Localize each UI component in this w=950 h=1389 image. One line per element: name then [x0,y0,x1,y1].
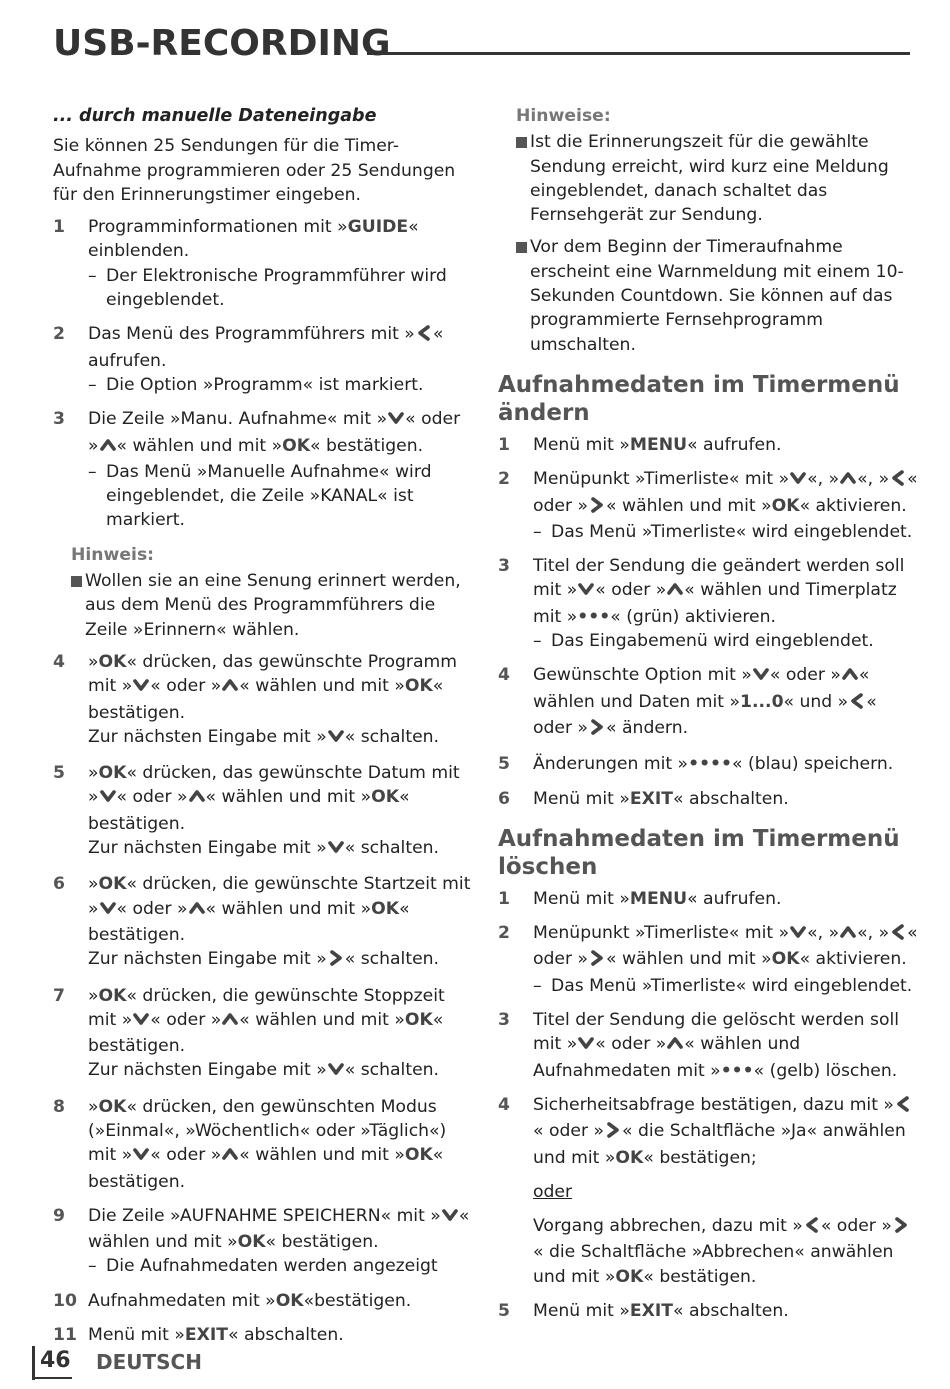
step-number: 1 [498,434,510,455]
note-text: Ist die Erinnerungszeit für die gewählte Sendung erreicht, wird kurz eine Meldung eingeblendet, danach schaltet das Fernsehgerät zur Sendung. [530,132,889,226]
delete-step-4 [498,1093,918,1289]
delete-step-1 [498,887,918,911]
step-number: 4 [498,1094,510,1115]
step-text: «, » [807,469,840,490]
ok-key: OK [98,874,127,895]
step-number: 3 [498,1010,510,1031]
note-item [53,569,473,642]
ok-key: OK [237,1232,266,1253]
step-text: Titel der Sendung die gelöscht werden soll mit » [533,1010,900,1055]
change-step-5 [498,752,918,776]
guide-key: GUIDE [347,217,409,238]
arrow-up-icon [189,899,205,923]
step-text: « drücken, die gewünschte Startzeit mit » [88,874,471,919]
step-text: « einblenden. [88,217,419,262]
bullet-square-icon [71,576,82,587]
yellow-dots-key: ••• [720,1060,754,1081]
arrow-left-icon [890,469,906,493]
step-text: « wählen und mit » [205,898,372,919]
arrow-down-icon [790,469,806,493]
step-text: « (grün) aktivieren. [610,606,776,627]
arrow-down-icon [578,580,594,604]
ok-key: OK [771,949,800,970]
step-5 [53,761,473,862]
step-text: «, » [807,923,840,944]
step-text: Menü mit » [533,788,630,809]
step-text: « drücken, das gewünschte Datum mit » [88,763,460,808]
step-text: « abschalten. [673,1300,789,1321]
step-text: « wählen und Daten mit » [533,665,870,712]
step-text: « wählen und mit » [239,1145,405,1166]
step-text: » [88,1096,99,1117]
ok-key: OK [371,898,400,919]
ok-key: OK [282,435,311,456]
note-item [498,130,918,227]
menu-key: MENU [629,434,688,455]
step-number: 2 [498,469,510,490]
step-text: Programminformationen mit » [88,217,348,238]
step-1 [53,215,473,312]
ok-key: OK [98,985,127,1006]
step-text: « abschalten. [228,1325,344,1346]
step-number: 4 [53,651,65,672]
step-text: » [88,874,99,895]
arrow-up-icon [100,436,116,460]
step-text: Menü mit » [533,888,630,909]
arrow-down-icon [328,727,344,751]
bullet-square-icon [516,137,527,148]
exit-key: EXIT [629,1300,674,1321]
step-text: «, » [857,923,890,944]
step-text: « aufrufen. [687,888,782,909]
step-10 [53,1289,473,1313]
step-text: « bestätigen. [310,435,424,456]
exit-key: EXIT [629,788,674,809]
step-text: « bestätigen. [265,1232,379,1253]
arrow-down-icon [328,838,344,862]
ok-key: OK [615,1266,644,1287]
step-4 [53,650,473,751]
menu-key: MENU [629,888,688,909]
step-text: Das Menü des Programmführers mit » [88,324,415,345]
step-11 [53,1323,473,1347]
footer-rule [32,1377,72,1379]
step-text: «, » [857,469,890,490]
step-text: « schalten. [344,949,440,970]
arrow-up-icon [222,1145,238,1169]
step-text: « drücken, den gewünschten Modus (»Einmal«, »Wöchentlich« oder »Täglich«) mit » [88,1096,447,1166]
step-text: « wählen und Timerplatz mit » [533,580,897,627]
or-label: oder [533,1181,573,1202]
step-number: 6 [53,874,65,895]
step-text: « oder » [533,923,918,970]
ok-key: OK [371,787,400,808]
step-text: « aktivieren. [799,495,907,516]
step-text: Menü mit » [88,1325,185,1346]
intro-text: Sie können 25 Sendungen für die Timer-Aufnahme programmieren oder 25 Sendungen für den Erinnerungstimer eingeben. [53,136,456,205]
change-step-6 [498,787,918,811]
arrow-down-icon [133,676,149,700]
step-text: « die Schaltfläche »Abbrechen« anwählen und mit » [533,1242,894,1287]
section-title-change: Aufnahmedaten im Timermenü ändern [498,371,900,426]
ok-key: OK [275,1290,304,1311]
step-9 [53,1204,473,1279]
step-text: « wählen und mit » [239,1009,405,1030]
step-result: – Die Option »Programm« ist markiert. [88,373,473,397]
page-number: 46 [40,1348,71,1373]
change-step-2 [498,467,918,544]
step-text: « drücken, das gewünschte Programm mit » [88,651,458,697]
arrow-right-icon [589,949,605,973]
step-text: « oder » [595,1034,667,1055]
change-step-3 [498,554,918,653]
arrow-right-icon [605,1121,621,1145]
arrow-down-icon [133,1145,149,1169]
step-text: Die Zeile »AUFNAHME SPEICHERN« mit » [88,1205,441,1226]
step-text: « abschalten. [673,788,789,809]
or-line [533,1180,918,1204]
arrow-up-icon [842,665,858,689]
subheading: ... durch manuelle Dateneingabe [53,106,377,126]
step-number: 3 [53,409,65,430]
step-text: » [88,651,99,672]
change-step-4 [498,663,918,742]
step-6 [53,872,473,973]
step-text: « aufrufen. [88,324,444,371]
step-number: 3 [498,556,510,577]
step-2 [53,322,473,397]
step-text: « schalten. [344,726,440,747]
step-text: « (blau) speichern. [732,754,894,775]
arrow-down-icon [753,665,769,689]
step-number: 1 [498,888,510,909]
step-text: « oder » [116,787,188,808]
step-text: « bestätigen. [88,898,410,945]
delete-step-5 [498,1299,918,1323]
cancel-instruction [533,1214,918,1289]
step-text: « oder » [116,898,188,919]
step-text: « bestätigen. [88,676,444,723]
step-number: 8 [53,1096,65,1117]
step-text: Menüpunkt »Timerliste« mit » [533,923,790,944]
step-result: – Das Menü »Timerliste« wird eingeblendet. [533,520,918,544]
step-text: « oder » [533,1121,605,1142]
arrow-up-icon [840,469,856,493]
page-header [53,22,910,66]
arrow-right-icon [589,718,605,742]
step-text: » [88,985,99,1006]
arrow-left-icon [890,923,906,947]
step-result: – Der Elektronische Programmführer wird eingeblendet. [88,264,473,313]
step-number: 5 [498,754,510,775]
step-text: Zur nächsten Eingabe mit » [88,726,327,747]
note-text: Vor dem Beginn der Timeraufnahme erscheint eine Warnmeldung mit einem 10-Sekunden Countdown. Sie können auf das programmierte Fernsehprogramm umschalten. [530,237,904,355]
step-text: « oder » [769,665,841,686]
step-text: « oder » [150,1009,222,1030]
arrow-up-icon [667,1034,683,1058]
step-text: « wählen und Aufnahmedaten mit » [533,1034,801,1081]
step-text: « wählen und mit » [205,787,372,808]
step-text: «bestätigen. [303,1290,412,1311]
step-text: » [88,763,99,784]
step-text: « bestätigen; [643,1147,757,1168]
blue-dots-key: •••• [688,754,733,775]
change-step-1 [498,433,918,457]
step-text: « oder » [150,1145,222,1166]
exit-key: EXIT [184,1325,229,1346]
step-3 [53,407,473,532]
ok-key: OK [98,1096,127,1117]
ok-key: OK [404,676,433,697]
step-text: « wählen und mit » [239,676,405,697]
step-text: Die Zeile »Manu. Aufnahme« mit » [88,409,388,430]
arrow-down-icon [442,1206,458,1230]
step-text: « oder » [533,469,918,516]
digit-keys: 1...0 [740,691,784,712]
step-number: 6 [498,788,510,809]
step-text: « wählen und mit » [606,495,772,516]
step-text: « wählen und mit » [88,1205,470,1253]
arrow-down-icon [133,1010,149,1034]
arrow-left-icon [804,1216,820,1240]
step-8 [53,1095,473,1194]
ok-key: OK [615,1147,644,1168]
note-heading: Hinweis: [71,544,155,565]
step-text: Menü mit » [533,434,630,455]
ok-key: OK [771,495,800,516]
step-text: « oder » [88,409,461,456]
step-result: – Das Menü »Manuelle Aufnahme« wird eingeblendet, die Zeile »KANAL« ist markiert. [88,460,473,533]
step-text: « aktivieren. [799,949,907,970]
step-text: « oder » [820,1216,892,1237]
step-number: 1 [53,217,65,238]
arrow-down-icon [100,899,116,923]
step-text: Aufnahmedaten mit » [88,1290,276,1311]
section-title-delete: Aufnahmedaten im Timermenü löschen [498,825,900,880]
arrow-down-icon [388,409,404,433]
step-text: « aufrufen. [687,434,782,455]
arrow-left-icon [849,692,865,716]
step-text: Gewünschte Option mit » [533,665,752,686]
step-text: « bestätigen. [88,787,410,834]
step-number: 2 [53,324,65,345]
step-number: 5 [53,763,65,784]
arrow-down-icon [790,923,806,947]
ok-key: OK [98,651,127,672]
step-text: « (gelb) löschen. [753,1060,898,1081]
step-number: 5 [498,1300,510,1321]
delete-step-3 [498,1008,918,1083]
header-rule [367,52,910,55]
step-result: – Das Menü »Timerliste« wird eingeblendet. [533,974,918,998]
step-text: « die Schaltfläche »Ja« anwählen und mit » [533,1121,906,1168]
step-number: 4 [498,665,510,686]
step-text: « und » [783,691,849,712]
step-text: Zur nächsten Eingabe mit » [88,1060,327,1081]
note-text: Wollen sie an eine Senung erinnert werden, aus dem Menü des Programmführers die Zeile »Erinnern« wählen. [85,571,461,640]
step-text: « ändern. [606,717,689,738]
step-text: Menüpunkt »Timerliste« mit » [533,469,790,490]
green-dots-key: ••• [577,606,611,627]
step-text: « schalten. [344,838,440,859]
arrow-down-icon [100,787,116,811]
step-text: « oder » [150,676,222,697]
step-text: Änderungen mit » [533,754,689,775]
step-text: « oder » [533,691,877,738]
arrow-right-icon [328,949,344,973]
ok-key: OK [98,763,127,784]
step-number: 2 [498,923,510,944]
step-result: – Die Aufnahmedaten werden angezeigt [88,1254,473,1278]
left-column [53,104,473,1357]
step-text: Zur nächsten Eingabe mit » [88,838,327,859]
notes-heading: Hinweise: [516,106,611,126]
step-text: Vorgang abbrechen, dazu mit » [533,1216,803,1237]
step-text: « drücken, die gewünschte Stoppzeit mit » [88,985,445,1030]
arrow-down-icon [328,1060,344,1084]
arrow-left-icon [895,1095,911,1119]
arrow-left-icon [416,324,432,348]
ok-key: OK [404,1009,433,1030]
step-result: – Das Eingabemenü wird eingeblendet. [533,629,918,653]
step-number: 9 [53,1205,65,1226]
arrow-up-icon [667,580,683,604]
step-text: « bestätigen. [88,1009,444,1057]
ok-key: OK [404,1145,433,1166]
step-text: Sicherheitsabfrage bestätigen, dazu mit » [533,1094,894,1115]
arrow-right-icon [893,1216,909,1240]
language-label: DEUTSCH [96,1350,202,1374]
step-number: 10 [53,1290,77,1311]
step-number: 11 [53,1325,77,1346]
step-text: « wählen und mit » [606,949,772,970]
note-item [498,235,918,356]
arrow-up-icon [222,1010,238,1034]
right-column [498,104,918,1333]
delete-step-2 [498,921,918,998]
step-text: Zur nächsten Eingabe mit » [88,949,327,970]
step-text: « oder » [595,580,667,601]
step-text: « bestätigen. [643,1266,757,1287]
arrow-up-icon [189,787,205,811]
step-text: « schalten. [344,1060,440,1081]
step-text: Titel der Sendung die geändert werden soll mit » [533,556,905,601]
arrow-down-icon [578,1034,594,1058]
step-text: « wählen und mit » [116,435,283,456]
arrow-up-icon [840,923,856,947]
bullet-square-icon [516,242,527,253]
arrow-up-icon [222,676,238,700]
step-text: « bestätigen. [88,1145,444,1192]
page-title: USB-RECORDING [53,23,391,64]
step-7 [53,984,473,1085]
step-number: 7 [53,985,65,1006]
arrow-right-icon [589,496,605,520]
step-text: Menü mit » [533,1300,630,1321]
footer-bar [32,1346,35,1380]
